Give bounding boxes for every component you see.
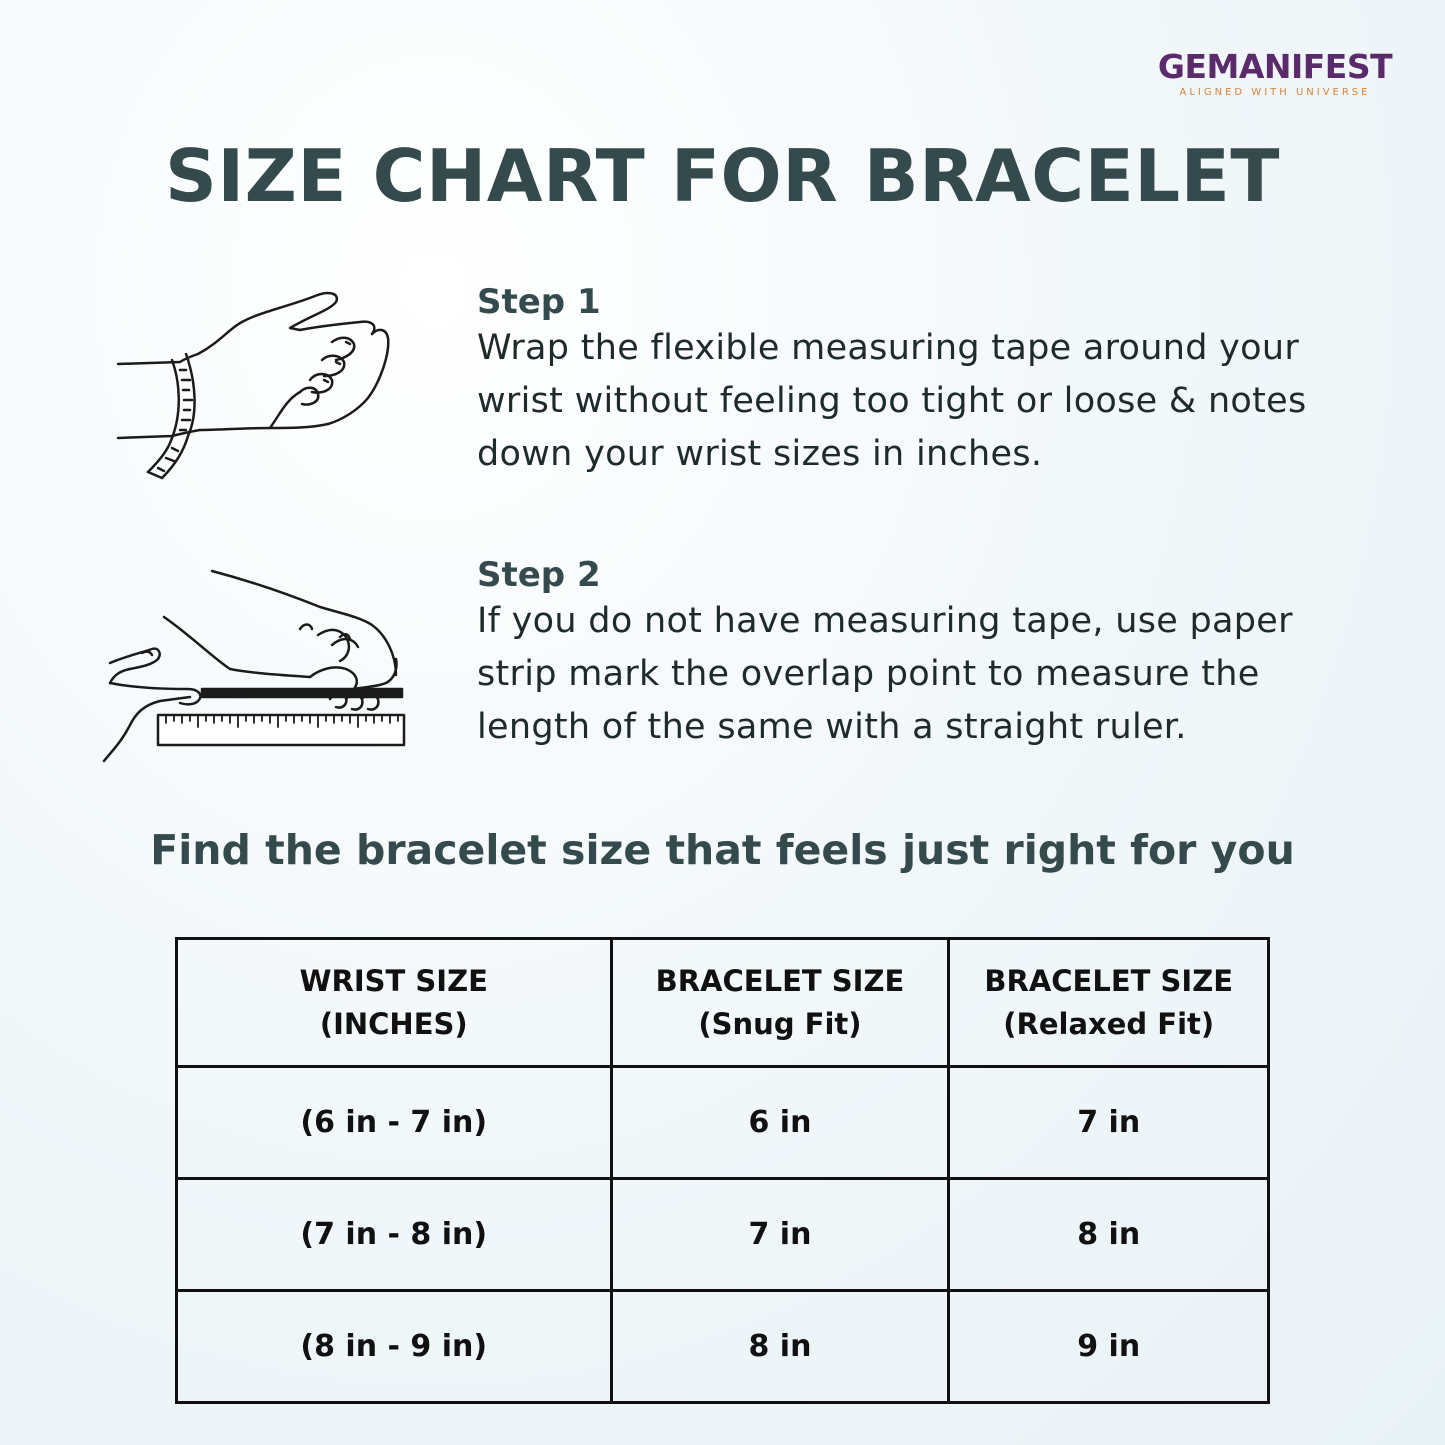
table-intro-heading: Find the bracelet size that feels just right for you xyxy=(150,826,1295,874)
step-2-line: strip mark the overlap point to measure the xyxy=(477,654,1260,694)
cell-snug-fit: 6 in xyxy=(611,1067,949,1179)
header-line: (Snug Fit) xyxy=(698,1006,862,1041)
step-1-text xyxy=(477,322,1377,481)
step-2-text xyxy=(477,595,1377,754)
cell-relaxed-fit: 9 in xyxy=(949,1291,1269,1403)
brand-logo xyxy=(1150,48,1400,99)
brand-tagline: ALIGNED WITH UNIVERSE xyxy=(1179,87,1371,98)
table-row xyxy=(177,1179,1269,1291)
header-relaxed-fit xyxy=(949,939,1269,1067)
header-snug-fit xyxy=(611,939,949,1067)
table-header-row xyxy=(177,939,1269,1067)
hand-measuring-tape-icon xyxy=(110,282,400,492)
step-1-heading: Step 1 xyxy=(477,282,601,322)
step-2-line: If you do not have measuring tape, use paper xyxy=(477,601,1293,641)
cell-wrist-size: (8 in - 9 in) xyxy=(177,1291,612,1403)
header-line: BRACELET SIZE xyxy=(984,963,1234,998)
size-table xyxy=(175,937,1270,1404)
header-line: (Relaxed Fit) xyxy=(1003,1006,1215,1041)
header-line: WRIST SIZE xyxy=(299,963,488,998)
step-1-line: wrist without feeling too tight or loose & notes xyxy=(477,381,1307,421)
header-wrist-size xyxy=(177,939,612,1067)
header-line: (INCHES) xyxy=(319,1006,468,1041)
cell-relaxed-fit: 7 in xyxy=(949,1067,1269,1179)
step-2-heading: Step 2 xyxy=(477,555,601,595)
cell-relaxed-fit: 8 in xyxy=(949,1179,1269,1291)
brand-name: GEMANIFEST xyxy=(1157,47,1393,86)
page-title: SIZE CHART FOR BRACELET xyxy=(165,134,1280,218)
cell-wrist-size: (6 in - 7 in) xyxy=(177,1067,612,1179)
step-2-line: length of the same with a straight ruler. xyxy=(477,707,1187,747)
table-row xyxy=(177,1291,1269,1403)
hands-paper-strip-ruler-icon xyxy=(100,565,410,765)
header-line: BRACELET SIZE xyxy=(655,963,905,998)
cell-wrist-size: (7 in - 8 in) xyxy=(177,1179,612,1291)
step-2 xyxy=(477,555,1377,754)
table-row xyxy=(177,1067,1269,1179)
step-1 xyxy=(477,282,1377,481)
cell-snug-fit: 8 in xyxy=(611,1291,949,1403)
step-1-line: down your wrist sizes in inches. xyxy=(477,434,1043,474)
step-1-line: Wrap the flexible measuring tape around your xyxy=(477,328,1300,368)
cell-snug-fit: 7 in xyxy=(611,1179,949,1291)
